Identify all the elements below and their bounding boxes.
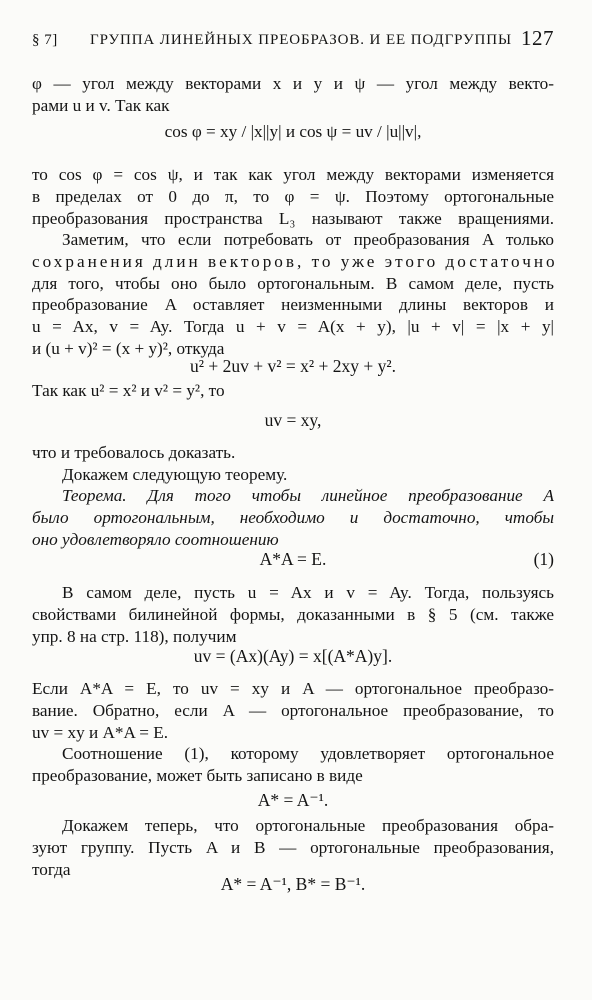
text-line: и (u + v)² = (x + y)², откуда bbox=[32, 338, 225, 358]
text-line: упр. 8 на стр. 118), получим bbox=[32, 626, 237, 646]
text-line: рами u и v. Так как bbox=[32, 95, 170, 115]
text-line: uv = xy и A*A = E. bbox=[32, 722, 169, 742]
running-title: ГРУППА ЛИНЕЙНЫХ ПРЕОБРАЗОВ. И ЕЕ ПОДГРУППЫ bbox=[90, 32, 512, 48]
paragraph-conversely bbox=[32, 678, 554, 743]
text-line: сохранения длин векторов, то уже этого достаточно bbox=[32, 251, 558, 271]
paragraph-proof bbox=[32, 582, 554, 647]
equation-inverse: A* = A⁻¹. bbox=[257, 790, 329, 810]
text-line: В самом деле, пусть u = Ax и v = Ay. Тогда, пользуясь bbox=[62, 583, 554, 602]
text-line: было ортогональным, необходимо и достаточно, чтобы bbox=[32, 507, 554, 527]
text-line: что и требовалось доказать. bbox=[32, 443, 236, 462]
text-line: Докажем следующую теорему. bbox=[62, 464, 288, 484]
text-line: Заметим, что если потребовать от преобразования A только bbox=[62, 230, 554, 249]
text-line: для того, чтобы оно было ортогональным. В самом деле, пусть bbox=[32, 273, 554, 293]
text-line: в пределах от 0 до π, то φ = ψ. Поэтому ортогональные bbox=[32, 186, 554, 206]
text-line: преобразование, может быть записано в виде bbox=[32, 765, 363, 785]
text-line: u = Ax, v = Ay. Тогда u + v = A(x + y), |u + v| = |x + y| bbox=[32, 317, 554, 337]
text-line: φ — угол между векторами x и y и ψ — угол между векто- bbox=[32, 74, 554, 93]
equation-number: (1) bbox=[533, 549, 554, 569]
equation-body: A*A = E. bbox=[259, 549, 327, 569]
text-line: свойствами билинейной формы, доказанными в § 5 (см. также bbox=[32, 604, 554, 624]
paragraph-relation bbox=[32, 743, 554, 787]
text-line: оно удовлетворяло соотношению bbox=[32, 529, 279, 549]
equation-ab-inverse: A* = A⁻¹, B* = B⁻¹. bbox=[220, 874, 366, 894]
paragraph-angles bbox=[32, 73, 554, 117]
text-line: то cos φ = cos ψ, и так как угол между векторами изменяется bbox=[32, 165, 554, 184]
equation-cos: cos φ = xy / |x||y| и cos ψ = uv / |u||v|, bbox=[164, 122, 422, 141]
text-line: Теорема. Для того чтобы линейное преобразование A bbox=[62, 486, 554, 505]
text-line: вание. Обратно, если A — ортогональное преобразование, то bbox=[32, 700, 554, 720]
page-number: 127 bbox=[521, 26, 554, 50]
paragraph-so-since bbox=[32, 380, 554, 402]
equation-1 bbox=[32, 549, 554, 570]
text-line: преобразование A оставляет неизменными длины векторов и bbox=[32, 295, 554, 315]
section-mark: § 7] bbox=[32, 32, 58, 48]
text-line: Если A*A = E, то uv = xy и A — ортогональное преобразо- bbox=[32, 679, 554, 698]
running-header bbox=[32, 26, 554, 54]
equation-squares: u² + 2uv + v² = x² + 2xy + y². bbox=[190, 356, 396, 376]
text-line: преобразования пространства L₃ называют также вращениями. bbox=[32, 208, 554, 228]
paragraph-proved bbox=[32, 442, 554, 486]
equation-bilinear: uv = (Ax)(Ay) = x[(A*A)y]. bbox=[193, 646, 393, 666]
paragraph-group bbox=[32, 815, 554, 880]
paragraph-lengths bbox=[32, 229, 558, 360]
paragraph-rotations bbox=[32, 164, 554, 229]
text-line: зуют группу. Пусть A и B — ортогональные преобразования, bbox=[32, 837, 554, 857]
text-line: Докажем теперь, что ортогональные преобразования обра- bbox=[62, 816, 554, 835]
text-line: тогда bbox=[32, 859, 71, 879]
text-line: Так как u² = x² и v² = y², то bbox=[32, 381, 225, 400]
text-line: Соотношение (1), которому удовлетворяет ортогональное bbox=[62, 744, 554, 763]
equation-uv-xy: uv = xy, bbox=[264, 410, 322, 430]
theorem bbox=[32, 485, 554, 550]
